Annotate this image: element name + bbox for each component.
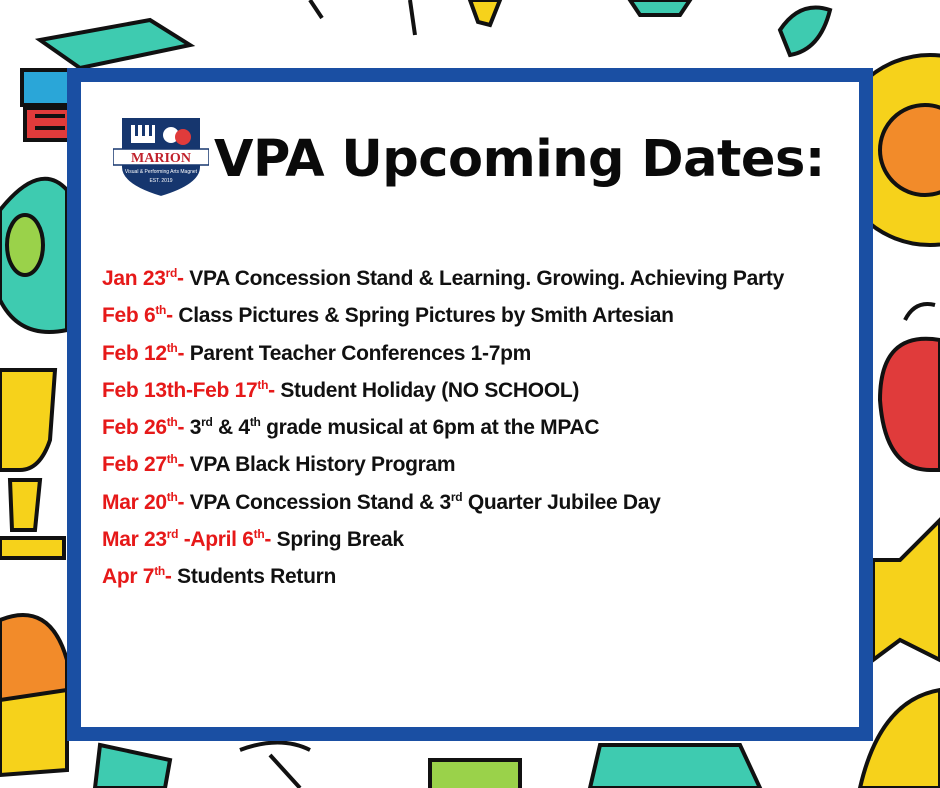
event-item <box>102 521 862 558</box>
ordinal-suffix: rd <box>450 489 463 504</box>
event-description <box>177 565 336 588</box>
ordinal-suffix: th <box>154 564 165 579</box>
paint-palette-icon <box>0 179 67 332</box>
text-segment: Parent Teacher Conferences 1-7pm <box>189 341 532 365</box>
events-list <box>102 260 862 596</box>
ordinal-suffix: rd <box>166 527 179 542</box>
logo-name: MARION <box>131 151 191 166</box>
event-item <box>102 446 862 483</box>
text-segment: Mar 23 <box>102 528 167 552</box>
text-segment: VPA Concession Stand & 3 <box>189 490 451 514</box>
event-date <box>102 267 189 290</box>
logo-subtitle: Visual & Performing Arts Magnet <box>124 169 198 175</box>
ordinal-suffix: th <box>253 527 265 542</box>
text-segment: VPA Concession Stand & Learning. Growing. Achieving Party <box>189 267 784 290</box>
ordinal-suffix: rd <box>165 266 177 280</box>
marker-icon <box>95 745 170 788</box>
text-segment: - <box>177 267 190 290</box>
event-description <box>190 416 600 439</box>
text-segment: Mar 20 <box>102 490 167 514</box>
piano-icon <box>131 125 155 143</box>
event-date <box>102 342 190 365</box>
ordinal-suffix: th <box>166 452 178 467</box>
scissors-icon <box>240 743 310 788</box>
text-segment: -April 6 <box>178 528 254 552</box>
ordinal-suffix: th <box>257 377 269 392</box>
event-date <box>102 528 277 551</box>
text-segment: Jan 23 <box>102 267 166 290</box>
event-date <box>102 453 190 476</box>
event-description <box>190 342 531 365</box>
text-segment: 3 <box>189 416 202 440</box>
event-date <box>102 416 190 439</box>
star-icon <box>873 520 940 660</box>
text-segment: - <box>164 565 178 589</box>
event-description <box>190 491 661 514</box>
text-segment: Feb 13th-Feb 17 <box>102 378 258 402</box>
event-item <box>102 409 862 446</box>
ordinal-suffix: th <box>166 340 178 355</box>
protractor-icon <box>0 615 67 775</box>
event-item <box>102 558 862 595</box>
page-title: VPA Upcoming Dates: <box>214 130 825 189</box>
event-date <box>102 491 190 514</box>
text-segment: - <box>268 378 281 402</box>
logo-established: EST. 2019 <box>149 178 173 184</box>
text-segment: Apr 7 <box>102 565 155 589</box>
text-segment: - <box>166 304 179 328</box>
text-segment: Feb 26 <box>102 416 167 440</box>
text-segment: - <box>177 341 190 365</box>
event-item <box>102 484 862 521</box>
text-segment: Student Holiday (NO SCHOOL) <box>280 378 580 402</box>
event-description <box>280 379 579 402</box>
text-segment: Feb 6 <box>102 304 156 328</box>
event-date <box>102 304 178 327</box>
event-item <box>102 335 862 372</box>
event-description <box>189 267 784 290</box>
laptop-icon <box>430 745 760 788</box>
text-segment: grade musical at 6pm at the MPAC <box>260 416 600 440</box>
text-segment: & 4 <box>212 416 250 440</box>
text-segment: - <box>177 490 190 514</box>
text-segment: - <box>264 528 277 552</box>
ordinal-suffix: rd <box>201 415 213 430</box>
ordinal-suffix: th <box>166 415 178 430</box>
event-date <box>102 565 177 588</box>
event-description <box>277 528 404 551</box>
event-item <box>102 297 862 334</box>
text-segment: Feb 27 <box>102 453 167 477</box>
event-description <box>178 304 673 327</box>
text-segment: VPA Black History Program <box>189 453 456 477</box>
text-segment: - <box>177 453 190 477</box>
text-segment: Class Pictures & Spring Pictures by Smith Artesian <box>178 304 674 328</box>
text-segment: - <box>177 416 190 440</box>
school-logo <box>113 111 209 199</box>
ordinal-suffix: th <box>155 303 167 318</box>
apple-icon <box>880 304 940 470</box>
event-item <box>102 372 862 409</box>
trophy-icon <box>0 370 64 558</box>
text-segment: Feb 12 <box>102 341 167 365</box>
event-item <box>102 260 862 297</box>
ordinal-suffix: th <box>166 489 178 504</box>
text-segment: Spring Break <box>276 528 404 552</box>
ordinal-suffix: th <box>249 415 261 430</box>
event-date <box>102 379 280 402</box>
event-description <box>190 453 456 476</box>
text-segment: Quarter Jubilee Day <box>462 490 661 514</box>
text-segment: Students Return <box>177 565 336 589</box>
pencil-icon <box>310 0 830 55</box>
